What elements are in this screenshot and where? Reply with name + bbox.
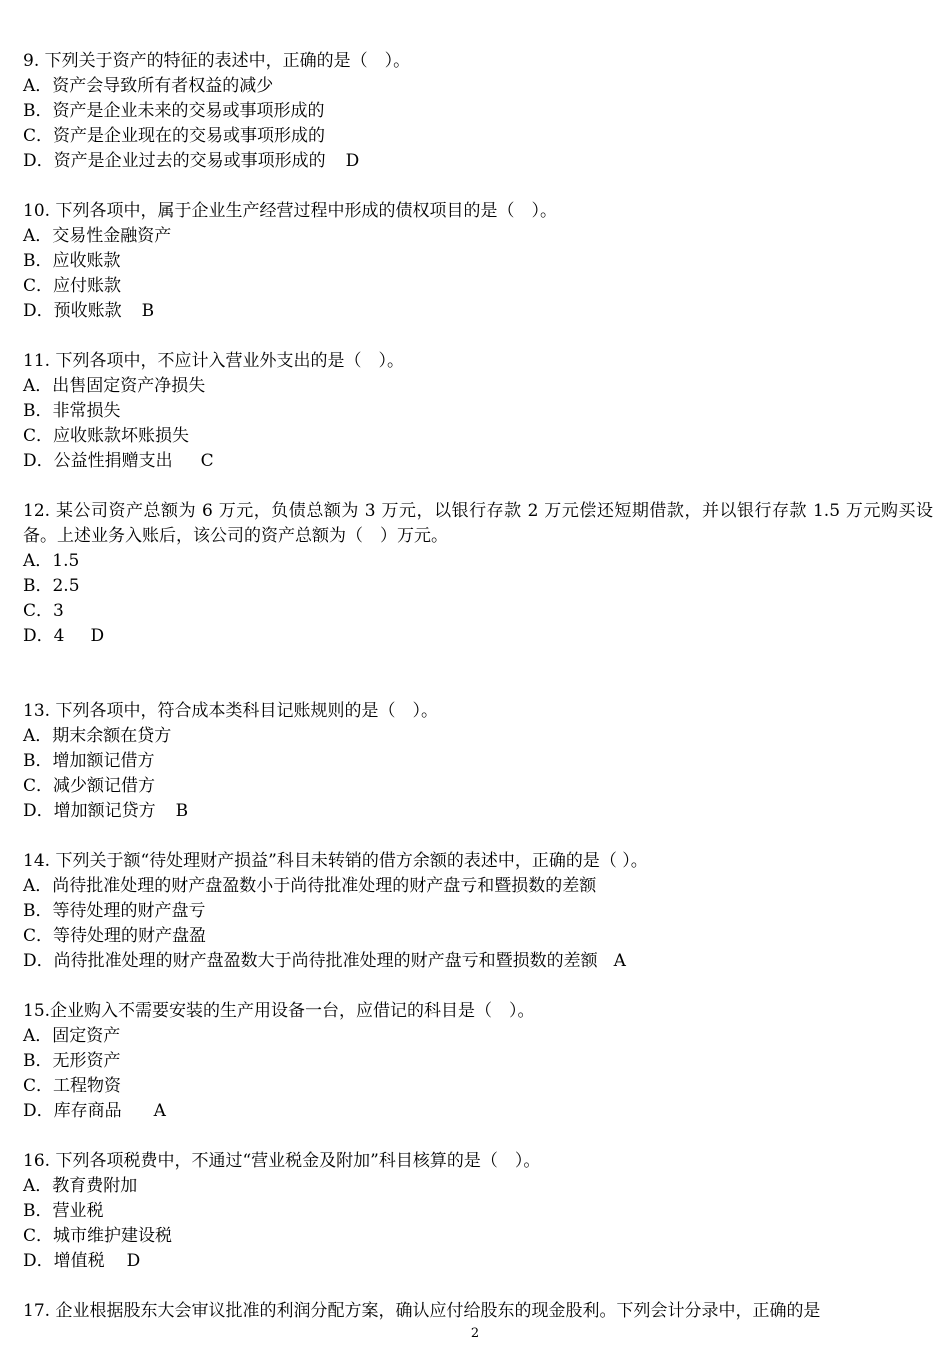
option-b: B．应收账款 [23, 251, 121, 271]
question-stem: 9. 下列关于资产的特征的表述中，正确的是（ ）。 [23, 51, 411, 71]
option-a: A．尚待批准处理的财产盘盈数小于尚待批准处理的财产盘亏和暨损数的差额 [23, 876, 597, 896]
option-a: A．期末余额在贷方 [23, 726, 172, 746]
option-d: D．预收账款 [23, 301, 122, 321]
option-b: B．营业税 [23, 1201, 104, 1221]
answer-key: A [153, 1101, 166, 1121]
option-b: B．非常损失 [23, 401, 121, 421]
question-10 [23, 199, 933, 324]
question-stem: 17. 企业根据股东大会审议批准的利润分配方案，确认应付给股东的现金股利。下列会计分录中，正确的是 [23, 1301, 821, 1321]
option-d-row [23, 1249, 933, 1274]
answer-key: B [175, 801, 189, 821]
option-b: B．增加额记借方 [23, 751, 155, 771]
option-c: C．城市维护建设税 [23, 1226, 173, 1246]
option-c: C．应付账款 [23, 276, 122, 296]
question-9 [23, 49, 933, 174]
option-a: A．固定资产 [23, 1026, 121, 1046]
option-d-row [23, 949, 933, 974]
option-d-row [23, 799, 933, 824]
option-a: A．资产会导致所有者权益的减少 [23, 76, 274, 96]
question-14 [23, 849, 933, 974]
question-stem: 15.企业购入不需要安装的生产用设备一台，应借记的科目是（ ）。 [23, 1001, 535, 1021]
option-d: D．增值税 [23, 1251, 105, 1271]
question-stem: 14. 下列关于额“待处理财产损益”科目未转销的借方余额的表述中，正确的是（ ）。 [23, 851, 648, 871]
option-c: C．资产是企业现在的交易或事项形成的 [23, 126, 326, 146]
option-a: A．教育费附加 [23, 1176, 138, 1196]
option-d: D．公益性捐赠支出 [23, 451, 173, 471]
option-c: C．3 [23, 601, 64, 621]
option-d-row [23, 449, 933, 474]
question-17 [23, 1299, 933, 1324]
option-d: D．4 [23, 626, 65, 646]
question-13 [23, 699, 933, 824]
answer-key: A [613, 951, 626, 971]
question-stem: 11. 下列各项中，不应计入营业外支出的是（ ）。 [23, 351, 404, 371]
question-stem: 12. 某公司资产总额为 6 万元，负债总额为 3 万元，以银行存款 2 万元偿还短期借款，并以银行存款 1.5 万元购买设备。上述业务入账后，该公司的资产总额为（ ）万元。 [23, 501, 933, 546]
option-c: C．应收账款坏账损失 [23, 426, 190, 446]
question-16 [23, 1149, 933, 1274]
option-d-row [23, 299, 933, 324]
option-c: C．等待处理的财产盘盈 [23, 926, 207, 946]
option-b: B．无形资产 [23, 1051, 121, 1071]
answer-key: D [126, 1251, 141, 1271]
option-c: C．工程物资 [23, 1076, 122, 1096]
answer-key: D [345, 151, 360, 171]
question-15 [23, 999, 933, 1124]
option-b: B．等待处理的财产盘亏 [23, 901, 206, 921]
option-b: B．2.5 [23, 576, 80, 596]
answer-key: D [90, 626, 105, 646]
option-d-row [23, 149, 933, 174]
document-page [23, 49, 933, 1349]
option-d: D．增加额记贷方 [23, 801, 156, 821]
question-stem: 16. 下列各项税费中，不通过“营业税金及附加”科目核算的是（ ）。 [23, 1151, 541, 1171]
option-b: B．资产是企业未来的交易或事项形成的 [23, 101, 325, 121]
question-12 [23, 499, 933, 649]
option-a: A．出售固定资产净损失 [23, 376, 206, 396]
question-stem: 10. 下列各项中，属于企业生产经营过程中形成的债权项目的是（ ）。 [23, 201, 557, 221]
answer-key: C [200, 451, 214, 471]
option-d: D．库存商品 [23, 1101, 122, 1121]
answer-key: B [141, 301, 155, 321]
page-number: 2 [470, 1326, 480, 1341]
option-d-row [23, 624, 933, 649]
option-d: D．尚待批准处理的财产盘盈数大于尚待批准处理的财产盘亏和暨损数的差额 [23, 951, 598, 971]
question-11 [23, 349, 933, 474]
option-a: A．1.5 [23, 551, 80, 571]
option-d-row [23, 1099, 933, 1124]
option-a: A．交易性金融资产 [23, 226, 172, 246]
question-stem: 13. 下列各项中，符合成本类科目记账规则的是（ ）。 [23, 701, 438, 721]
option-d: D．资产是企业过去的交易或事项形成的 [23, 151, 326, 171]
option-c: C．减少额记借方 [23, 776, 156, 796]
